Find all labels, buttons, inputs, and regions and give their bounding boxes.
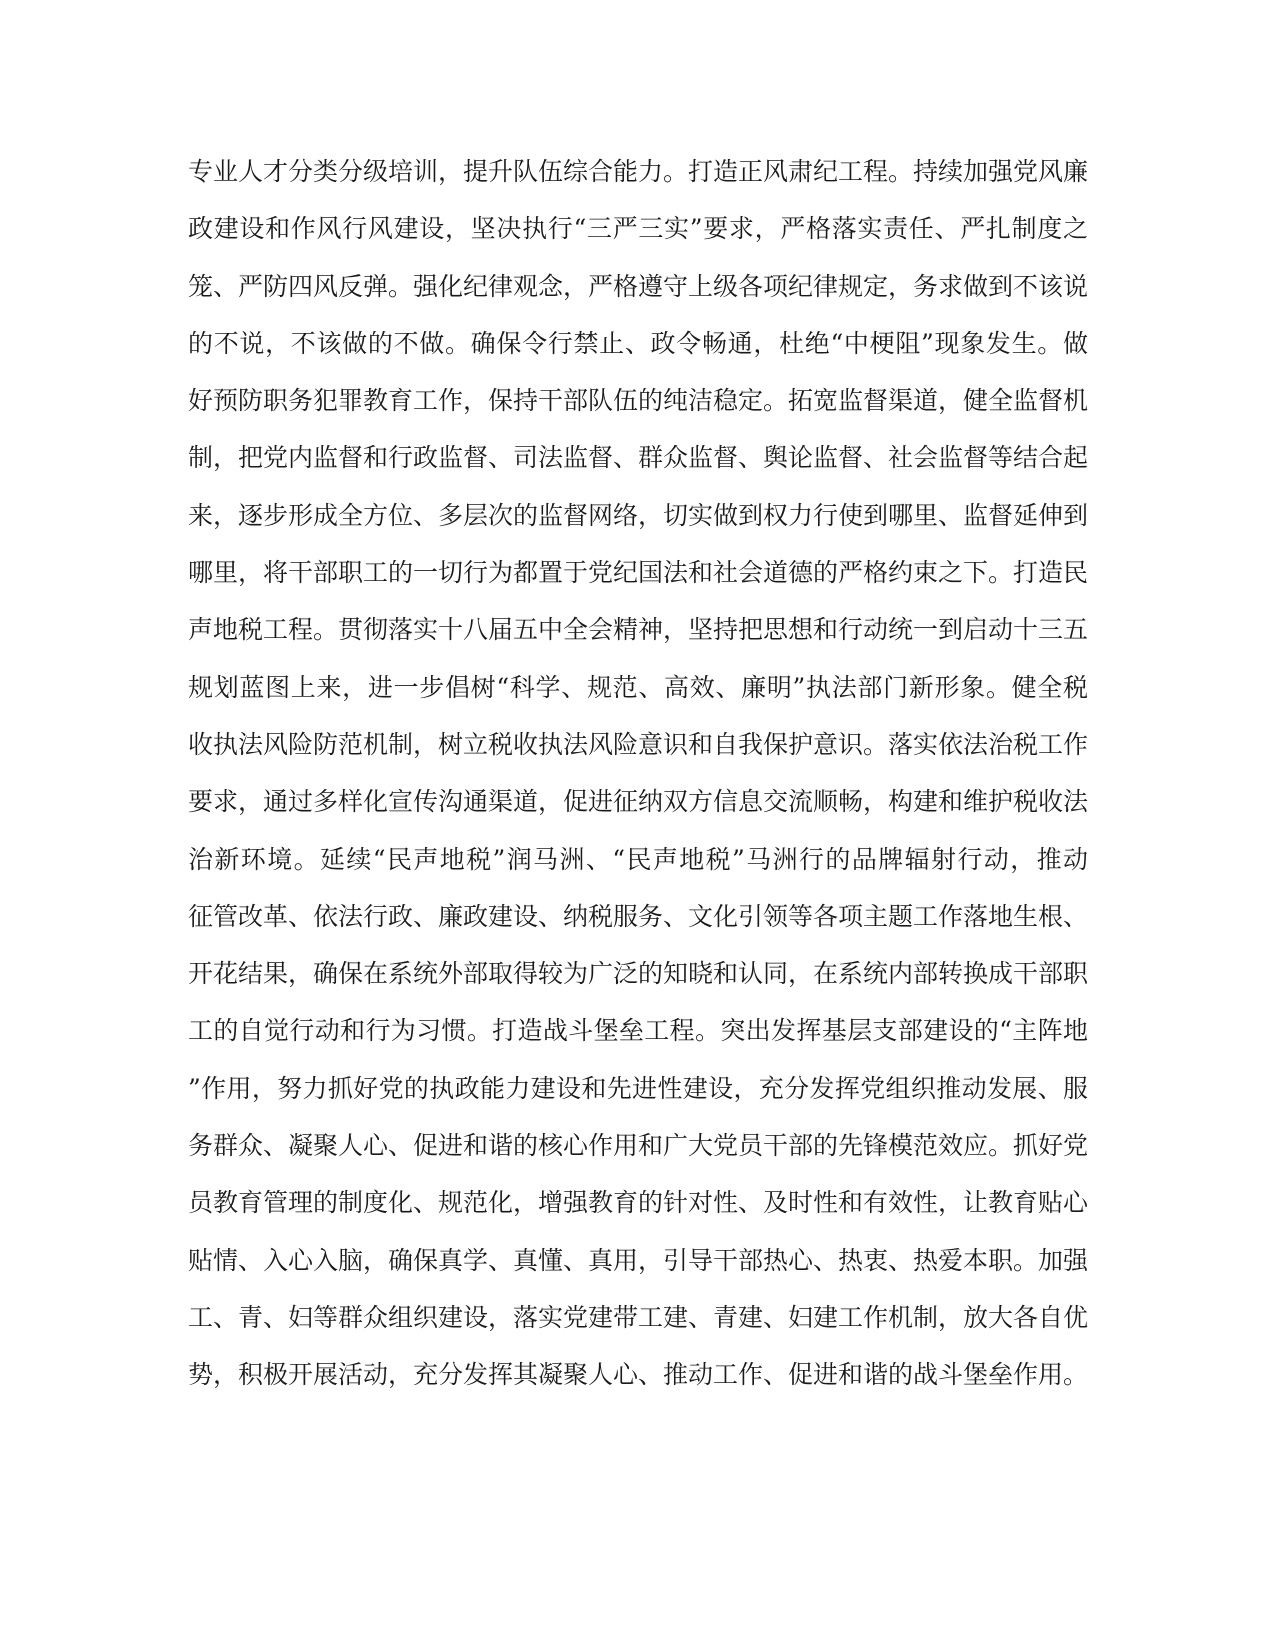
text-line-22: 势，积极开展活动，充分发挥其凝聚人心、推动工作、促进和谐的战斗堡垒作用。 (188, 1360, 1088, 1390)
text-line-5: 好预防职务犯罪教育工作，保持干部队伍的纯洁稳定。拓宽监督渠道，健全监督机 (188, 386, 1088, 416)
text-line-18: 务群众、凝聚人心、促进和谐的核心作用和广大党员干部的先锋模范效应。抓好党 (188, 1131, 1088, 1161)
text-line-13: 治新环境。延续“民声地税”润马洲、“民声地税”马洲行的品牌辐射行动，推动 (188, 844, 1088, 874)
body-text (188, 143, 1088, 1404)
text-line-10: 规划蓝图上来，进一步倡树“科学、规范、高效、廉明”执法部门新形象。健全税 (188, 672, 1088, 702)
text-line-1: 专业人才分类分级培训，提升队伍综合能力。打造正风肃纪工程。持续加强党风廉 (188, 157, 1088, 186)
text-line-16: 工的自觉行动和行为习惯。打造战斗堡垒工程。突出发挥基层支部建设的“主阵地 (188, 1016, 1088, 1046)
text-line-11: 收执法风险防范机制，树立税收执法风险意识和自我保护意识。落实依法治税工作 (188, 729, 1088, 759)
text-line-20: 贴情、入心入脑，确保真学、真懂、真用，引导干部热心、热衷、热爱本职。加强 (188, 1245, 1088, 1275)
text-line-7: 来，逐步形成全方位、多层次的监督网络，切实做到权力行使到哪里、监督延伸到 (188, 500, 1088, 530)
text-line-14: 征管改革、依法行政、廉政建设、纳税服务、文化引领等各项主题工作落地生根、 (188, 901, 1088, 931)
text-line-15: 开花结果，确保在系统外部取得较为广泛的知晓和认同，在系统内部转换成干部职 (188, 959, 1088, 989)
text-line-8: 哪里，将干部职工的一切行为都置于党纪国法和社会道德的严格约束之下。打造民 (188, 558, 1088, 588)
text-line-4: 的不说，不该做的不做。确保令行禁止、政令畅通，杜绝“中梗阻”现象发生。做 (188, 328, 1088, 358)
text-line-6: 制，把党内监督和行政监督、司法监督、群众监督、舆论监督、社会监督等结合起 (188, 443, 1088, 473)
text-line-9: 声地税工程。贯彻落实十八届五中全会精神，坚持把思想和行动统一到启动十三五 (188, 615, 1088, 645)
text-line-17: ”作用，努力抓好党的执政能力建设和先进性建设，充分发挥党组织推动发展、服 (188, 1073, 1088, 1103)
text-line-12: 要求，通过多样化宣传沟通渠道，促进征纳双方信息交流顺畅，构建和维护税收法 (188, 787, 1088, 817)
text-line-3: 笼、严防四风反弹。强化纪律观念，严格遵守上级各项纪律规定，务求做到不该说 (188, 271, 1088, 301)
text-line-2: 政建设和作风行风建设，坚决执行“三严三实”要求，严格落实责任、严扎制度之 (188, 214, 1088, 244)
text-line-21: 工、青、妇等群众组织建设，落实党建带工建、青建、妇建工作机制，放大各自优 (188, 1302, 1088, 1332)
text-line-19: 员教育管理的制度化、规范化，增强教育的针对性、及时性和有效性，让教育贴心 (188, 1188, 1088, 1218)
